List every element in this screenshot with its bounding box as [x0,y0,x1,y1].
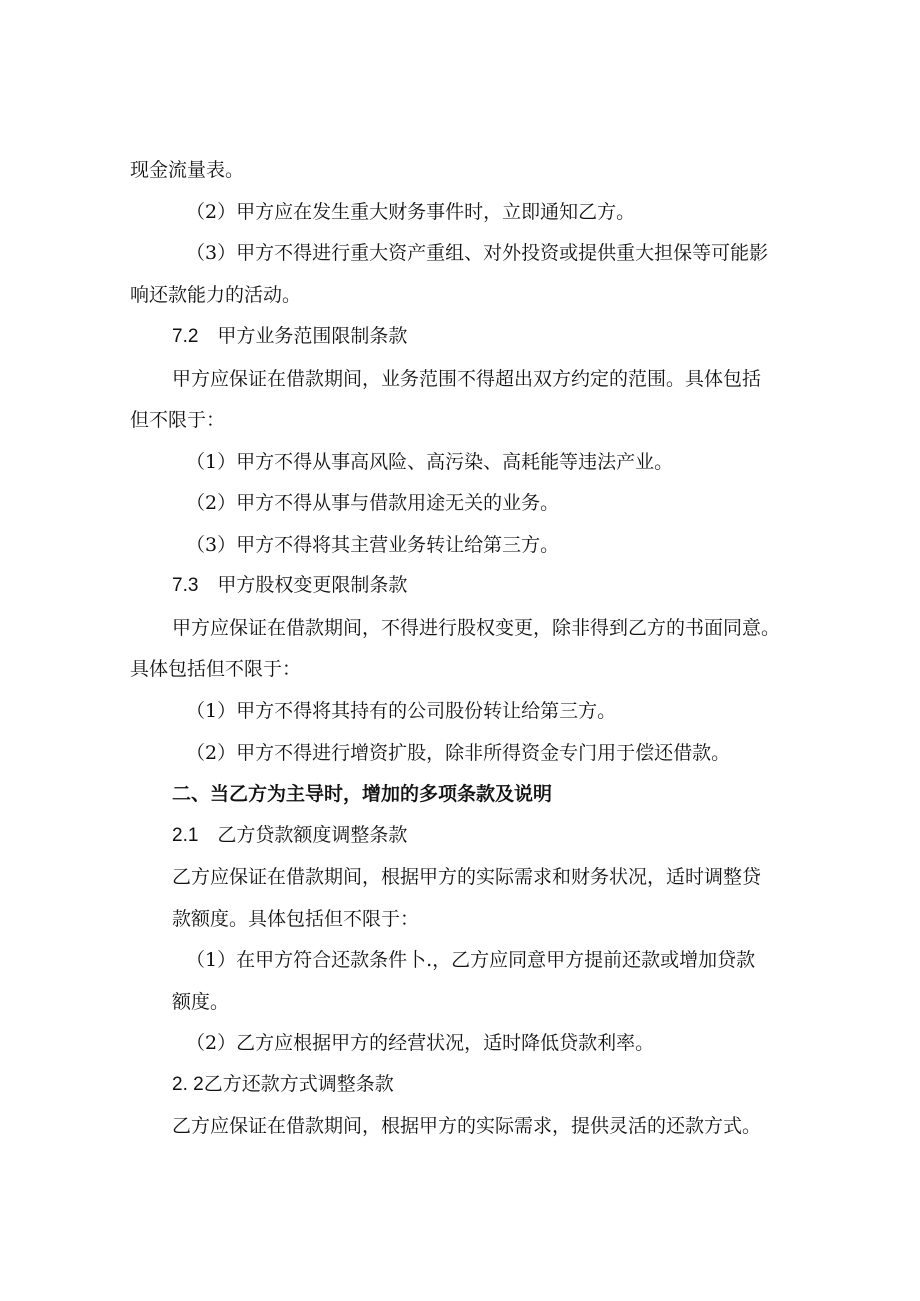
list-item: （2）甲方不得进行增资扩股，除非所得资金专门用于偿还借款。 [186,742,731,764]
paragraph-line: 乙方应保证在借款期间，根据甲方的实际需求和财务状况，适时调整贷 [172,866,762,888]
list-item: （1）在甲方符合还款条件卜.，乙方应同意甲方提前还款或增加贷款 [186,949,756,971]
list-item: （1）甲方不得将其持有的公司股份转让给第三方。 [186,700,617,722]
paragraph-line: 但不限于： [130,409,226,431]
paragraph-line: 款额度。具体包括但不限于： [172,908,420,930]
section-heading: 7.2 甲方业务范围限制条款 [172,326,408,347]
chapter-heading: 二、当乙方为主导时，增加的多项条款及说明 [172,783,553,805]
list-item: （2）乙方应根据甲方的经营状况，适时降低贷款利率。 [186,1032,655,1054]
paragraph-line: 乙方应保证在借款期间，根据甲方的实际需求，提供灵活的还款方式。 [172,1115,762,1137]
section-heading: 7.3 甲方股权变更限制条款 [172,575,408,596]
section-heading: 2. 2乙方还款方式调整条款 [172,1074,394,1095]
list-item: （3）甲方不得进行重大资产重组、对外投资或提供重大担保等可能影 [186,242,769,264]
paragraph-line: 具体包括但不限于： [130,658,302,680]
list-item: （3）甲方不得将其主营业务转让给第三方。 [186,534,560,556]
paragraph-line: 现金流量表。 [130,159,245,181]
list-item: （2）甲方应在发生重大财务事件时，立即通知乙方。 [186,201,636,223]
paragraph-line: 甲方应保证在借款期间，业务范围不得超出双方约定的范围。具体包括 [172,368,762,390]
paragraph-line: 响还款能力的活动。 [130,284,302,306]
section-heading: 2.1 乙方贷款额度调整条款 [172,825,408,846]
paragraph-line: 额度。 [172,991,230,1013]
list-item: （2）甲方不得从事与借款用途无关的业务。 [186,492,560,514]
paragraph-line: 甲方应保证在借款期间，不得进行股权变更，除非得到乙方的书面同意。 [172,617,781,639]
list-item: （1）甲方不得从事高风险、高污染、高耗能等违法产业。 [186,451,674,473]
